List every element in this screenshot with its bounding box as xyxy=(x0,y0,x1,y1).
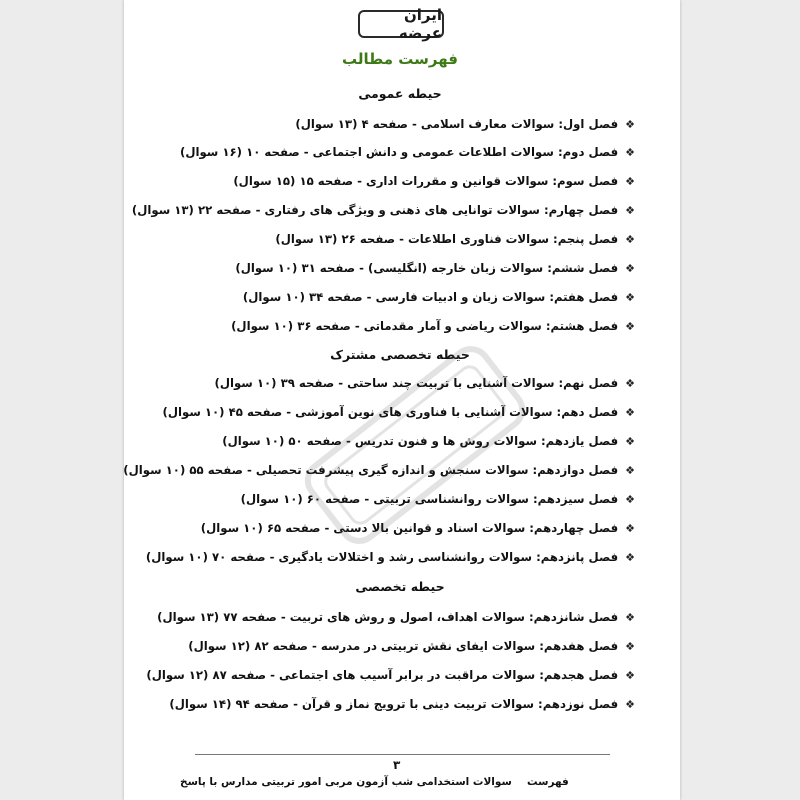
toc-item xyxy=(188,636,635,656)
diamond-bullet-icon: ❖ xyxy=(625,174,635,188)
page-number: ۳ xyxy=(393,758,401,772)
toc-item-text: فصل دوازدهم: سوالات سنجش و اندازه گیری پیشرفت تحصیلی - صفحه ۵۵ (۱۰ سوال) xyxy=(123,463,619,477)
toc-item xyxy=(243,287,635,307)
toc-item-text: فصل نهم: سوالات آشنایی با تربیت چند ساحتی - صفحه ۳۹ (۱۰ سوال) xyxy=(214,376,619,390)
diamond-bullet-icon: ❖ xyxy=(625,521,635,535)
diamond-bullet-icon: ❖ xyxy=(625,117,635,131)
toc-item-text: فصل یازدهم: سوالات روش ها و فنون تدریس - صفحه ۵۰ (۱۰ سوال) xyxy=(222,434,619,448)
diamond-bullet-icon: ❖ xyxy=(625,434,635,448)
toc-item-text: فصل چهاردهم: سوالات اسناد و قوانین بالا دستی - صفحه ۶۵ (۱۰ سوال) xyxy=(200,521,619,535)
diamond-bullet-icon: ❖ xyxy=(625,405,635,419)
diamond-bullet-icon: ❖ xyxy=(625,639,635,653)
section-heading-general: حیطه عمومی xyxy=(358,86,442,101)
toc-item-text: فصل چهارم: سوالات توانایی های ذهنی و ویژگی های رفتاری - صفحه ۲۲ (۱۳ سوال) xyxy=(131,203,619,217)
brand-logo xyxy=(358,6,444,42)
toc-item-text: فصل پانزدهم: سوالات روانشناسی رشد و اختلالات یادگیری - صفحه ۷۰ (۱۰ سوال) xyxy=(145,550,619,564)
diamond-bullet-icon: ❖ xyxy=(625,697,635,711)
toc-item-text: فصل اول: سوالات معارف اسلامی - صفحه ۴ (۱۳ سوال) xyxy=(295,117,619,131)
section-heading-specialized: حیطه تخصصی xyxy=(355,579,445,594)
toc-item xyxy=(169,694,635,714)
logo-text: ایران عرضه xyxy=(398,6,442,42)
toc-item xyxy=(132,200,635,220)
toc-item-text: فصل سوم: سوالات قوانین و مقررات اداری - صفحه ۱۵ (۱۵ سوال) xyxy=(233,174,619,188)
toc-item xyxy=(180,142,635,162)
toc-item xyxy=(157,607,635,627)
toc-item xyxy=(233,171,635,191)
toc-item-text: فصل هفدهم: سوالات ایفای نقش تربیتی در مدرسه - صفحه ۸۲ (۱۲ سوال) xyxy=(188,639,619,653)
toc-item xyxy=(275,229,635,249)
diamond-bullet-icon: ❖ xyxy=(625,203,635,217)
toc-item-text: فصل ششم: سوالات زبان خارجه (انگلیسی) - صفحه ۳۱ (۱۰ سوال) xyxy=(235,261,619,275)
diamond-bullet-icon: ❖ xyxy=(625,463,635,477)
toc-item-text: فصل هجدهم: سوالات مراقبت در برابر آسیب های اجتماعی - صفحه ۸۷ (۱۲ سوال) xyxy=(146,668,619,682)
toc-item xyxy=(235,258,635,278)
toc-item-text: فصل هفتم: سوالات زبان و ادبیات فارسی - صفحه ۳۴ (۱۰ سوال) xyxy=(242,290,619,304)
toc-item-text: فصل سیزدهم: سوالات روانشناسی تربیتی - صفحه ۶۰ (۱۰ سوال) xyxy=(240,492,619,506)
footer-section-label: فهرست xyxy=(527,776,569,788)
toc-item xyxy=(231,316,635,336)
diamond-bullet-icon: ❖ xyxy=(625,261,635,275)
diamond-bullet-icon: ❖ xyxy=(625,145,635,159)
page-title: فهرست مطالب xyxy=(342,50,458,68)
diamond-bullet-icon: ❖ xyxy=(625,376,635,390)
footer-book-title: سوالات استخدامی شب آزمون مربی امور تربیتی مدارس با پاسخ xyxy=(180,776,512,788)
toc-item-text: فصل دهم: سوالات آشنایی با فناوری های نوین آموزشی - صفحه ۴۵ (۱۰ سوال) xyxy=(162,405,619,419)
toc-item xyxy=(295,114,635,134)
toc-item-text: فصل شانزدهم: سوالات اهداف، اصول و روش های تربیت - صفحه ۷۷ (۱۳ سوال) xyxy=(157,610,619,624)
section-heading-shared-specialized: حیطه تخصصی مشترک xyxy=(330,347,470,362)
toc-item-text: فصل نوزدهم: سوالات تربیت دینی با ترویج نماز و قرآن - صفحه ۹۴ (۱۴ سوال) xyxy=(169,697,619,711)
diamond-bullet-icon: ❖ xyxy=(625,610,635,624)
toc-item-text: فصل هشتم: سوالات ریاضی و آمار مقدماتی - صفحه ۳۶ (۱۰ سوال) xyxy=(231,319,619,333)
diamond-bullet-icon: ❖ xyxy=(625,232,635,246)
diamond-bullet-icon: ❖ xyxy=(625,290,635,304)
diamond-bullet-icon: ❖ xyxy=(625,492,635,506)
toc-item-text: فصل پنجم: سوالات فناوری اطلاعات - صفحه ۲۶ (۱۳ سوال) xyxy=(275,232,619,246)
diamond-bullet-icon: ❖ xyxy=(625,550,635,564)
diamond-bullet-icon: ❖ xyxy=(625,319,635,333)
toc-item xyxy=(146,665,635,685)
diamond-bullet-icon: ❖ xyxy=(625,668,635,682)
toc-item-text: فصل دوم: سوالات اطلاعات عمومی و دانش اجتماعی - صفحه ۱۰ (۱۶ سوال) xyxy=(179,145,619,159)
footer-divider xyxy=(195,754,610,755)
